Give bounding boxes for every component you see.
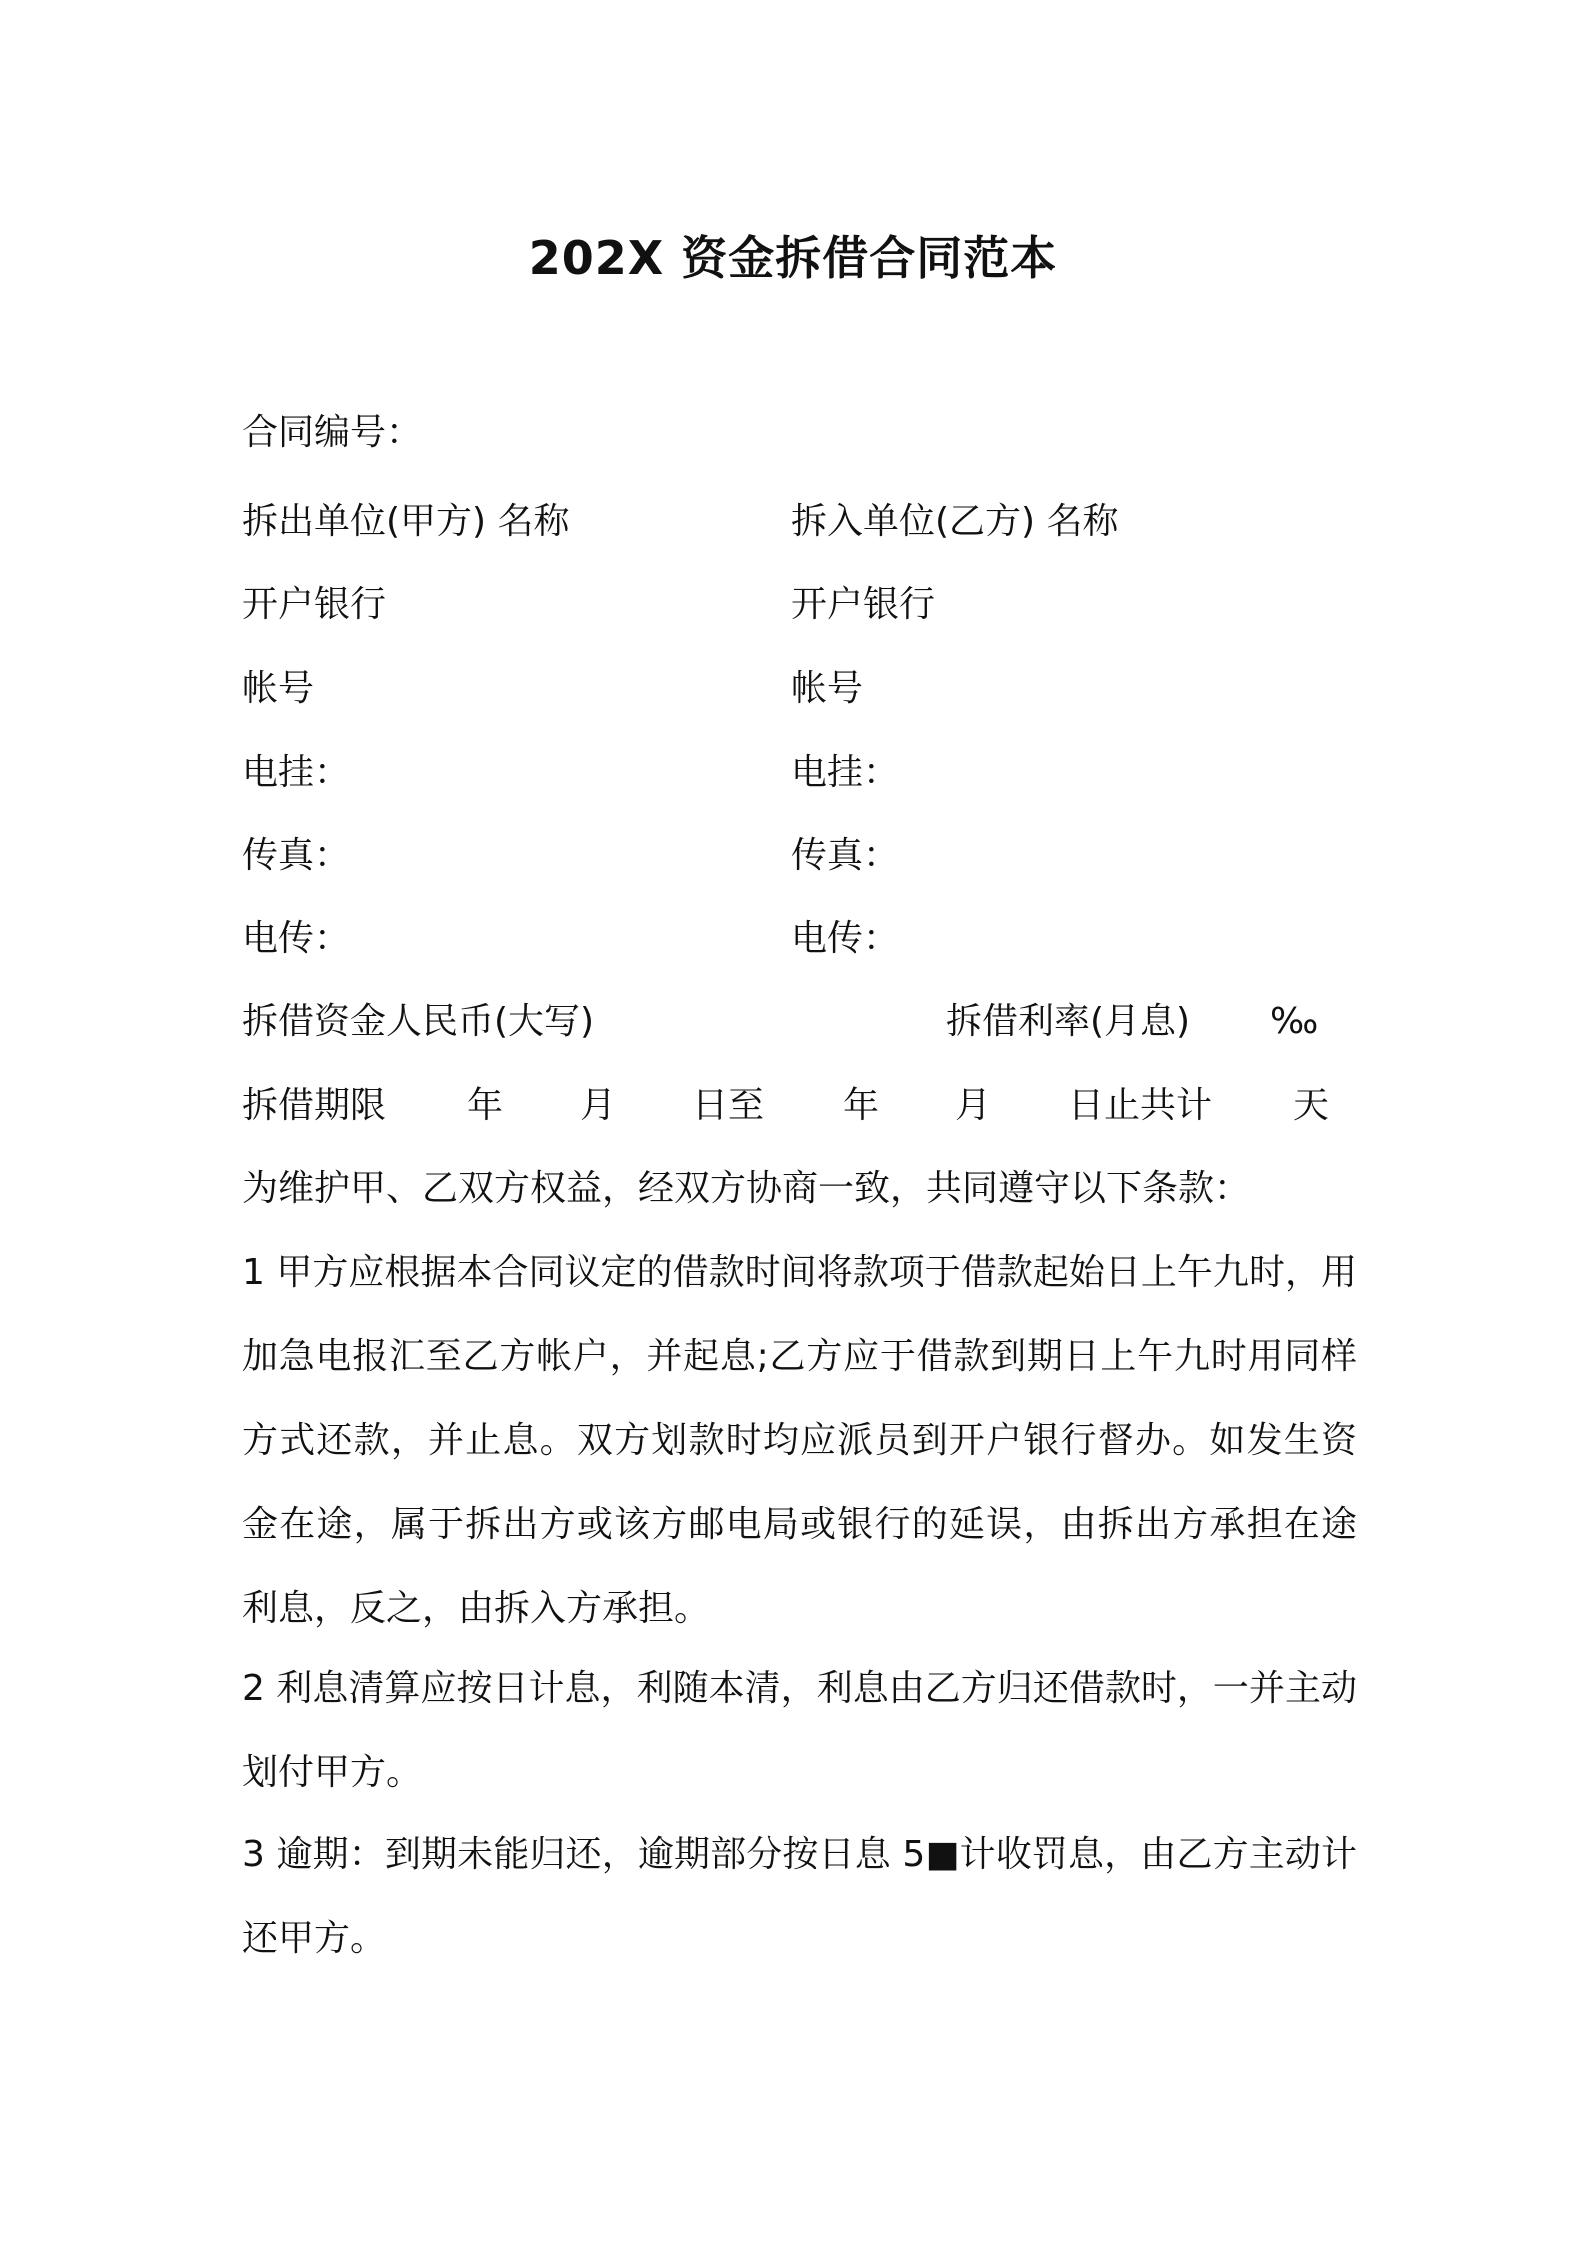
term-year-2: 年 <box>843 1085 880 1126</box>
term-days: 天 <box>1293 1085 1330 1126</box>
party-b-unit-label: 拆入单位(乙方) 名称 <box>791 501 1119 542</box>
party-a-phone-label: 电挂： <box>242 752 351 793</box>
party-b-telex-label: 电传： <box>791 918 900 959</box>
term-year-1: 年 <box>467 1085 504 1126</box>
party-b-fax-label: 传真： <box>791 835 900 876</box>
permille-sign: ‰ <box>1270 1001 1319 1042</box>
loan-term-label: 拆借期限 <box>242 1085 387 1126</box>
party-b-phone-label: 电挂： <box>791 752 900 793</box>
party-a-account-label: 帐号 <box>242 668 315 709</box>
party-a-telex-label: 电传： <box>242 918 351 959</box>
loan-amount-label: 拆借资金人民币(大写) <box>242 1001 595 1042</box>
term-month-2: 月 <box>955 1085 992 1126</box>
party-a-unit-label: 拆出单位(甲方) 名称 <box>242 501 570 542</box>
term-day-total: 日止共计 <box>1068 1085 1213 1126</box>
interest-rate-label: 拆借利率(月息) <box>946 1001 1191 1042</box>
term-month-1: 月 <box>580 1085 617 1126</box>
clause-1: 1 甲方应根据本合同议定的借款时间将款项于借款起始日上午九时，用加急电报汇至乙方帐户，并起息;乙方应于借款到期日上午九时用同样方式还款，并止息。双方划款时均应派员到开户银行督办。如发生资金在途，属于拆出方或该方邮电局或银行的延误，由拆出方承担在途利息，反之，由拆入方承担。 <box>242 1252 1357 1629</box>
contract-number-label: 合同编号： <box>242 412 423 453</box>
document-title: 202X 资金拆借合同范本 <box>528 231 1058 285</box>
party-b-account-label: 帐号 <box>791 668 864 709</box>
party-a-fax-label: 传真： <box>242 835 351 876</box>
term-day-to: 日至 <box>692 1085 765 1126</box>
party-a-bank-label: 开户银行 <box>242 584 387 625</box>
clause-2: 2 利息清算应按日计息，利随本清，利息由乙方归还借款时，一并主动划付甲方。 <box>242 1668 1357 1793</box>
clause-3: 3 逾期：到期未能归还，逾期部分按日息 5■计收罚息，由乙方主动计还甲方。 <box>242 1834 1357 1959</box>
party-b-bank-label: 开户银行 <box>791 584 936 625</box>
intro-paragraph: 为维护甲、乙双方权益，经双方协商一致，共同遵守以下条款： <box>242 1168 1251 1209</box>
